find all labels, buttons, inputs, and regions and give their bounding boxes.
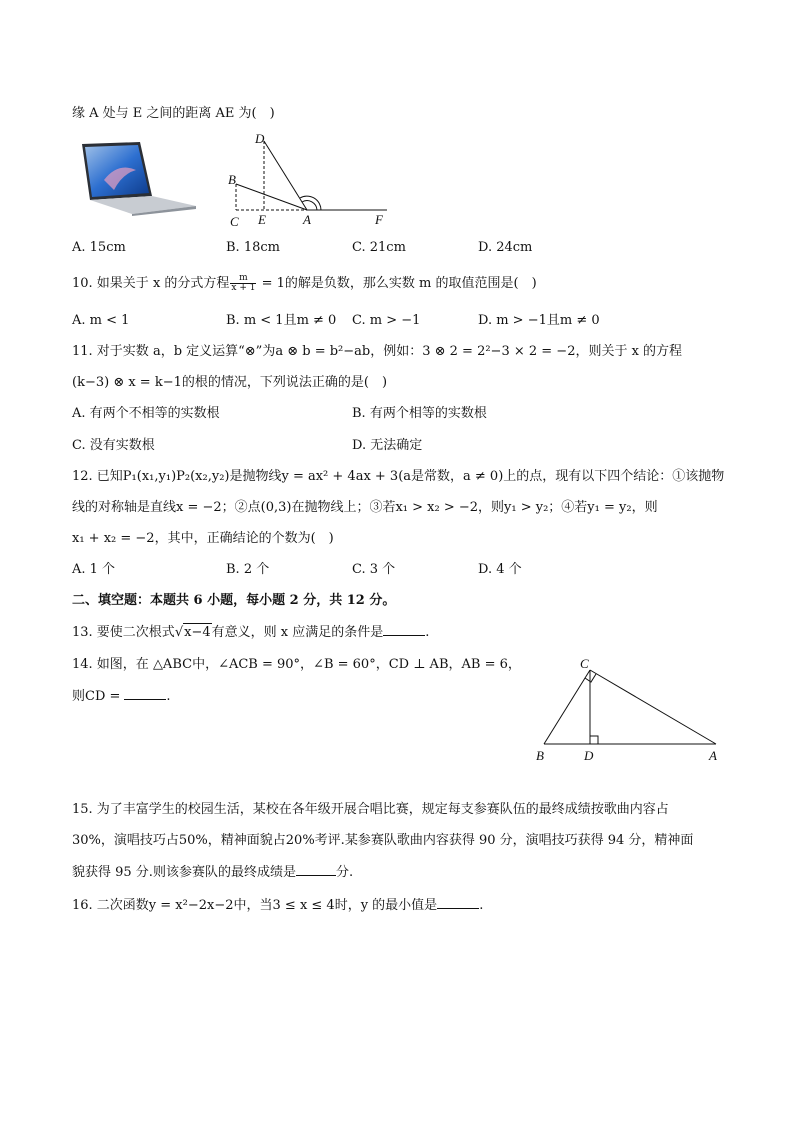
- q13-stem: [72, 623, 429, 642]
- q14-line2: 则CD =: [72, 689, 121, 704]
- q13-radicand: x−4: [184, 625, 211, 640]
- q16-stem-wrap: [72, 896, 483, 915]
- q15-line1: 15. 为了丰富学生的校园生活，某校在各年级开展合唱比赛，规定每支参赛队伍的最终成绩按歌曲内容占: [72, 802, 669, 817]
- q16-end: .: [479, 898, 484, 913]
- q13-end: .: [425, 625, 430, 640]
- q14-end: .: [166, 689, 171, 704]
- q11-option-b: B. 有两个相等的实数根: [352, 406, 487, 421]
- q9-option-d: D. 24cm: [478, 240, 533, 255]
- q9-label-F: F: [375, 212, 383, 227]
- q10-option-c: C. m > −1: [352, 313, 421, 328]
- q15-line3b: 分.: [335, 865, 354, 880]
- q13-answer-blank[interactable]: [383, 623, 425, 636]
- q10-fraction: [230, 274, 256, 293]
- q16-stem: 16. 二次函数y = x²−2x−2中，当3 ≤ x ≤ 4时，y 的最小值是: [72, 898, 438, 913]
- q10-option-a: A. m < 1: [72, 313, 130, 328]
- q11-option-a: A. 有两个不相等的实数根: [72, 406, 220, 421]
- q9-tail: 缘 A 处与 E 之间的距离 AE 为( ): [72, 106, 275, 121]
- q14-line1: 14. 如图，在 △ABC中，∠ACB = 90°，∠B = 60°，CD ⊥ AB，AB = 6，: [72, 657, 521, 672]
- q15-line2: 30%，演唱技巧占50%，精神面貌占20%考评.某参赛队歌曲内容获得 90 分，演唱技巧获得 94 分，精神面: [72, 833, 694, 848]
- q12-option-c: C. 3 个: [352, 562, 396, 577]
- laptop-image: [74, 140, 198, 216]
- q12-line1: 12. 已知P₁(x₁,y₁)P₂(x₂,y₂)是抛物线y = ax² + 4ax + 3(a是常数，a ≠ 0)上的点，现有以下四个结论：①该抛物: [72, 469, 725, 484]
- q15-answer-blank[interactable]: [296, 863, 336, 876]
- q12-line2: 线的对称轴是直线x = −2；②点(0,3)在抛物线上；③若x₁ > x₂ > −2，则y₁ > y₂；④若y₁ = y₂，则: [72, 500, 658, 515]
- q14-triangle-figure: [528, 652, 728, 768]
- radical-icon: √: [174, 625, 184, 640]
- q10-stem-b: = 1的解是负数，那么实数 m 的取值范围是( ): [257, 276, 537, 291]
- q10-frac-num: m: [230, 274, 256, 284]
- q9-option-b: B. 18cm: [226, 240, 280, 255]
- q12-line3: x₁ + x₂ = −2，其中，正确结论的个数为( ): [72, 531, 334, 546]
- q13-stem-a: 13. 要使二次根式: [72, 625, 175, 640]
- q10-stem-a: 10. 如果关于 x 的分式方程: [72, 276, 230, 291]
- q14-label-D: D: [584, 748, 594, 763]
- q16-answer-blank[interactable]: [437, 896, 479, 909]
- q9-label-B: B: [228, 172, 236, 187]
- q9-option-c: C. 21cm: [352, 240, 406, 255]
- q13-stem-b: 有意义，则 x 应满足的条件是: [211, 625, 384, 640]
- q9-figure: [222, 128, 392, 228]
- q10-stem: [72, 274, 537, 293]
- q11-line2: (k−3) ⊗ x = k−1的根的情况，下列说法正确的是( ): [72, 375, 388, 390]
- q9-option-a: A. 15cm: [72, 240, 126, 255]
- q11-option-d: D. 无法确定: [352, 438, 423, 453]
- q9-label-D: D: [255, 131, 265, 146]
- q10-frac-den: x + 1: [231, 283, 256, 293]
- q14-line2-wrap: [72, 687, 171, 706]
- q12-option-b: B. 2 个: [226, 562, 270, 577]
- section-heading: 二、填空题：本题共 6 小题，每小题 2 分，共 12 分。: [72, 593, 396, 608]
- q14-label-A: A: [709, 748, 717, 763]
- q10-option-d: D. m > −1且m ≠ 0: [478, 313, 600, 328]
- q9-label-A: A: [303, 212, 311, 227]
- q12-option-d: D. 4 个: [478, 562, 522, 577]
- q12-option-a: A. 1 个: [72, 562, 116, 577]
- q15-line3-wrap: [72, 863, 353, 882]
- q10-option-b: B. m < 1且m ≠ 0: [226, 313, 337, 328]
- q14-label-C: C: [580, 656, 589, 671]
- q9-label-C: C: [230, 214, 239, 228]
- q11-line1: 11. 对于实数 a，b 定义运算“⊗”为a ⊗ b = b²−ab，例如：3 ⊗ 2 = 2²−3 × 2 = −2，则关于 x 的方程: [72, 344, 683, 359]
- q14-label-B: B: [536, 748, 544, 763]
- q15-line3a: 貌获得 95 分.则该参赛队的最终成绩是: [72, 865, 296, 880]
- q9-label-E: E: [258, 212, 266, 227]
- q11-option-c: C. 没有实数根: [72, 438, 155, 453]
- q14-answer-blank[interactable]: [124, 687, 166, 700]
